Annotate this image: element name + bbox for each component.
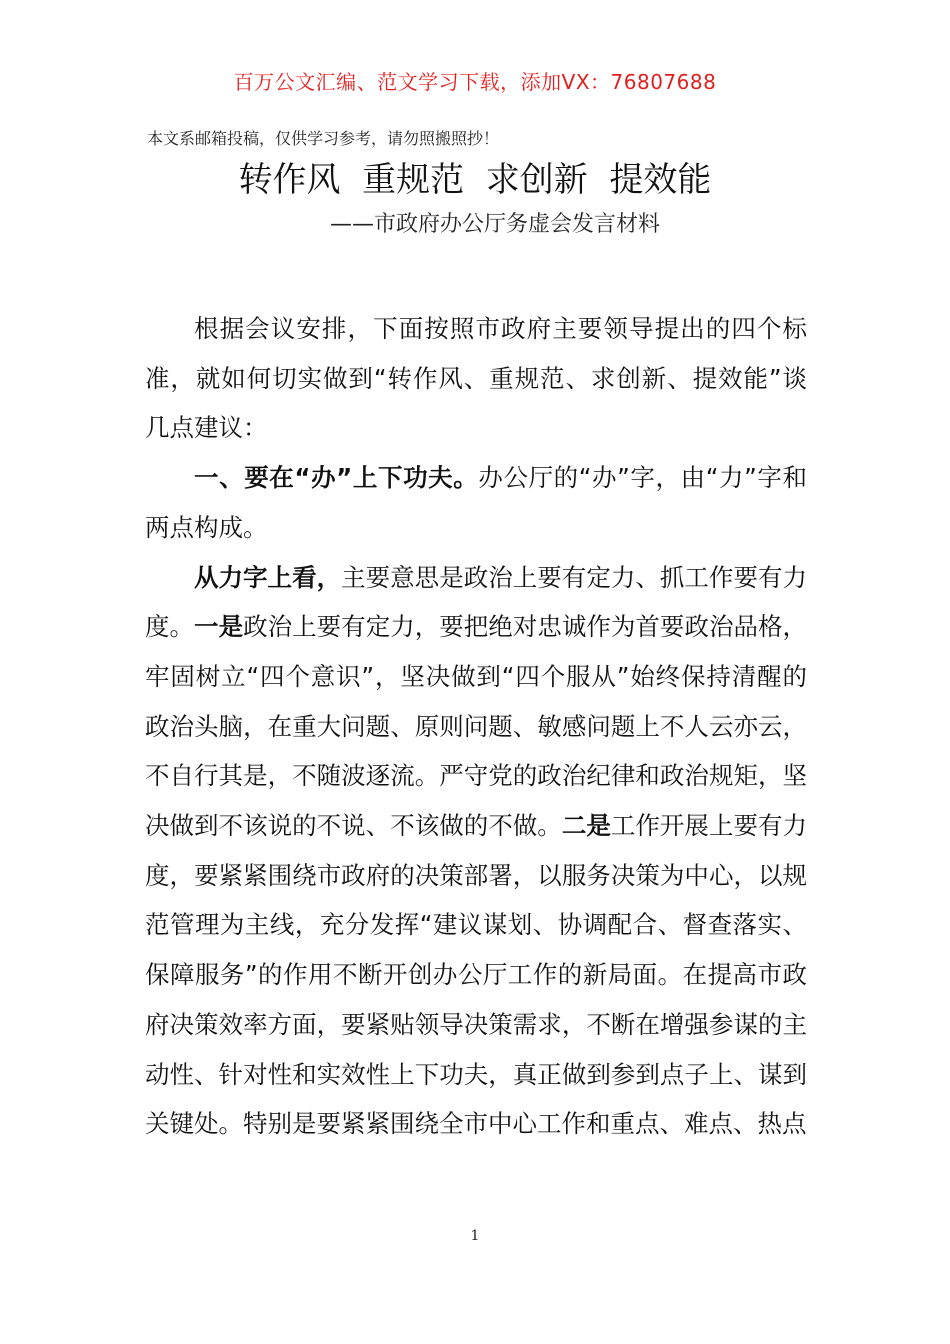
document-body (145, 304, 807, 1149)
paragraph-lead: 从力字上看， (194, 562, 342, 592)
point-marker-two: 二是 (561, 811, 611, 841)
submission-notice: 本文系邮箱投稿，仅供学习参考，请勿照搬照抄！ (147, 129, 500, 148)
point-one-text: 政治上要有定力，要把绝对忠诚作为首要政治品格，牢固树立“四个意识”，坚决做到“四个服从”始终保持清醒的政治头脑，在重大问题、原则问题、敏感问题上不人云亦云，不自行其是，不随波逐流。严守党的政治纪律和政治规矩，坚决做到不该说的不说、不该做的不做。 (145, 612, 808, 841)
point-marker-one: 一是 (194, 612, 244, 642)
paragraph-text: 主要意思是政治上要有定力、抓工作要有力度。 (145, 562, 807, 642)
document-subtitle: ——市政府办公厅务虚会发言材料 (329, 212, 660, 237)
section-intro-text: 办公厅的“办”字，由“力”字和两点构成。 (145, 463, 807, 542)
section-heading: 一、要在“办”上下功夫。 (194, 463, 479, 493)
paragraph-force-analysis (145, 553, 807, 1149)
point-two-text: 工作开展上要有力度，要紧紧围绕市政府的决策部署，以服务决策为中心，以规范管理为主线，充分发挥“建议谋划、协调配合、督查落实、保障服务”的作用不断开创办公厅工作的新局面。在提高市政府决策效率方面，要紧贴领导决策需求，不断在增强参谋的主动性、针对性和实效性上下功夫，真正做到参到点子上、谋到关键处。特别是要紧紧围绕全市中心工作和重点、难点、热点 (145, 811, 808, 1139)
paragraph-section-one (145, 453, 807, 552)
paragraph-intro: 根据会议安排，下面按照市政府主要领导提出的四个标准，就如何切实做到“转作风、重规范、求创新、提效能”谈几点建议： (145, 314, 807, 443)
watermark-banner: 百万公文汇编、范文学习下载，添加VX：76807688 (233, 70, 717, 94)
page-number: 1 (470, 1228, 480, 1244)
document-title: 转作风 重规范 求创新 提效能 (238, 160, 712, 200)
